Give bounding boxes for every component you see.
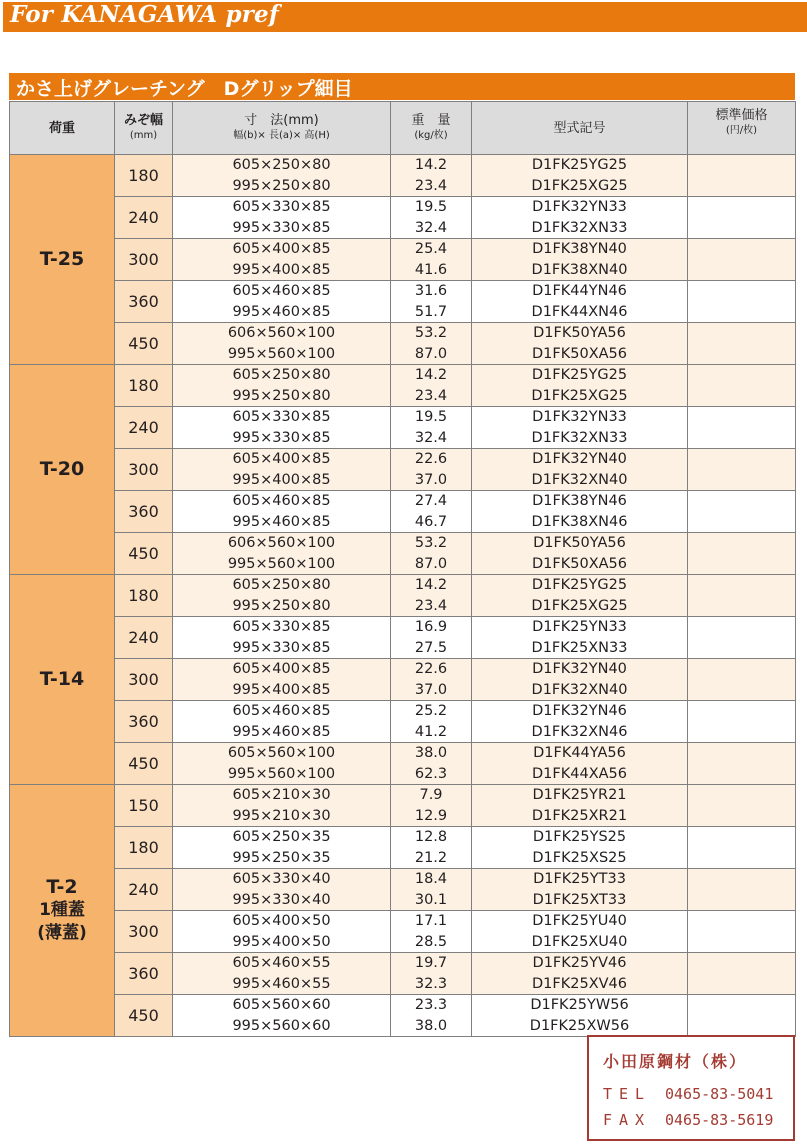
- groove-width-cell: 150: [115, 785, 173, 827]
- model-code-value: D1FK32YN33: [532, 199, 627, 215]
- groove-width-cell: 180: [115, 155, 173, 197]
- table-row: [10, 197, 796, 239]
- weight-cell: [391, 239, 472, 281]
- weight-value: 87.0: [414, 345, 448, 362]
- price-cell: [688, 869, 796, 911]
- spec-table: [9, 101, 796, 1037]
- weight-value: 23.3: [414, 997, 448, 1013]
- model-code-value: D1FK25YR21: [532, 787, 627, 803]
- dimensions-value: 995×460×85: [232, 723, 331, 740]
- weight-value: 41.6: [414, 261, 448, 278]
- model-code-value: D1FK38XN46: [531, 513, 628, 530]
- dimensions-value: 605×250×35: [232, 829, 331, 845]
- model-code-cell: [472, 911, 688, 953]
- dimensions-cell: [173, 491, 391, 533]
- groove-width-cell: 180: [115, 575, 173, 617]
- model-code-value: D1FK25YW56: [530, 997, 629, 1013]
- dimensions-value: 995×560×100: [227, 765, 336, 782]
- fax-label: FAX: [603, 1111, 652, 1129]
- weight-cell: [391, 953, 472, 995]
- price-cell: [688, 827, 796, 869]
- dimensions-value: 605×250×80: [232, 157, 331, 173]
- groove-width-cell: 450: [115, 323, 173, 365]
- load-class-cell: [10, 575, 115, 785]
- fax-number: 0465-83-5619: [665, 1111, 774, 1129]
- dimensions-value: 995×330×85: [232, 429, 331, 446]
- contact-box: [587, 1035, 795, 1141]
- table-row: [10, 911, 796, 953]
- load-class-cell: [10, 365, 115, 575]
- price-cell: [688, 911, 796, 953]
- dimensions-value: 995×330×85: [232, 639, 331, 656]
- weight-value: 38.0: [414, 1017, 448, 1034]
- weight-cell: [391, 617, 472, 659]
- dimensions-value: 605×330×85: [232, 409, 331, 425]
- weight-cell: [391, 659, 472, 701]
- banner-title: For KANAGAWA pref: [10, 1, 279, 28]
- groove-width-cell: 180: [115, 827, 173, 869]
- dimensions-value: 606×560×100: [227, 325, 336, 341]
- table-row: [10, 365, 796, 407]
- table-row: [10, 953, 796, 995]
- model-code-cell: [472, 533, 688, 575]
- table-header-row: [10, 102, 796, 155]
- price-cell: [688, 491, 796, 533]
- model-code-value: D1FK44YA56: [533, 745, 626, 761]
- model-code-value: D1FK25XW56: [529, 1017, 630, 1034]
- dimensions-value: 605×400×85: [232, 241, 331, 257]
- weight-value: 23.4: [414, 177, 448, 194]
- model-code-cell: [472, 239, 688, 281]
- load-class-label: T-20: [39, 458, 85, 480]
- model-code-value: D1FK32XN33: [531, 429, 628, 446]
- weight-value: 87.0: [414, 555, 448, 572]
- weight-value: 25.4: [414, 241, 448, 257]
- model-code-value: D1FK32YN40: [532, 451, 627, 467]
- weight-cell: [391, 281, 472, 323]
- weight-value: 12.9: [414, 807, 448, 824]
- groove-width-cell: 300: [115, 449, 173, 491]
- weight-value: 32.4: [414, 429, 448, 446]
- model-code-value: D1FK25XR21: [531, 807, 628, 824]
- weight-cell: [391, 995, 472, 1037]
- model-code-cell: [472, 197, 688, 239]
- dimensions-value: 605×250×80: [232, 367, 331, 383]
- weight-cell: [391, 827, 472, 869]
- model-code-value: D1FK32YN46: [532, 703, 627, 719]
- groove-width-cell: 300: [115, 239, 173, 281]
- weight-value: 7.9: [419, 787, 443, 803]
- load-class-label: T-14: [39, 668, 85, 690]
- load-class-note: 1種蓋: [39, 900, 85, 920]
- groove-width-cell: 300: [115, 911, 173, 953]
- weight-value: 41.2: [414, 723, 448, 740]
- tel-row: [603, 1085, 773, 1103]
- price-cell: [688, 155, 796, 197]
- weight-value: 19.5: [414, 409, 448, 425]
- model-code-cell: [472, 575, 688, 617]
- weight-value: 14.2: [414, 577, 448, 593]
- dimensions-cell: [173, 533, 391, 575]
- weight-cell: [391, 533, 472, 575]
- groove-width-cell: 360: [115, 953, 173, 995]
- model-code-value: D1FK25YG25: [531, 367, 628, 383]
- dimensions-value: 605×560×100: [227, 745, 336, 761]
- model-code-value: D1FK25XV46: [532, 975, 627, 992]
- dimensions-value: 605×460×85: [232, 283, 331, 299]
- dimensions-value: 995×400×50: [232, 933, 331, 950]
- model-code-cell: [472, 659, 688, 701]
- weight-value: 27.5: [414, 639, 448, 656]
- company-name: 小田原鋼材（株）: [603, 1052, 748, 1071]
- table-row: [10, 743, 796, 785]
- groove-width-cell: 300: [115, 659, 173, 701]
- model-code-cell: [472, 701, 688, 743]
- model-code-cell: [472, 785, 688, 827]
- header-dimensions: 寸 法(mm) 幅(b)× 長(a)× 高(H): [173, 102, 391, 155]
- model-code-value: D1FK25YG25: [531, 157, 628, 173]
- dimensions-value: 995×210×30: [232, 807, 331, 824]
- model-code-cell: [472, 827, 688, 869]
- model-code-value: D1FK25YN33: [532, 619, 627, 635]
- model-code-value: D1FK50YA56: [533, 535, 626, 551]
- price-cell: [688, 197, 796, 239]
- weight-cell: [391, 701, 472, 743]
- weight-value: 46.7: [414, 513, 448, 530]
- tel-number: 0465-83-5041: [665, 1085, 774, 1103]
- dimensions-cell: [173, 575, 391, 617]
- weight-value: 19.5: [414, 199, 448, 215]
- weight-cell: [391, 449, 472, 491]
- weight-value: 23.4: [414, 387, 448, 404]
- model-code-value: D1FK25XT33: [532, 891, 627, 908]
- groove-width-cell: 240: [115, 617, 173, 659]
- weight-value: 37.0: [414, 681, 448, 698]
- dimensions-value: 995×250×35: [232, 849, 331, 866]
- dimensions-value: 605×560×60: [232, 997, 331, 1013]
- dimensions-value: 605×330×85: [232, 199, 331, 215]
- dimensions-value: 995×250×80: [232, 387, 331, 404]
- groove-width-cell: 450: [115, 995, 173, 1037]
- price-cell: [688, 953, 796, 995]
- weight-cell: [391, 785, 472, 827]
- weight-value: 14.2: [414, 367, 448, 383]
- price-cell: [688, 407, 796, 449]
- dimensions-value: 995×460×55: [232, 975, 331, 992]
- groove-width-cell: 240: [115, 407, 173, 449]
- dimensions-cell: [173, 281, 391, 323]
- weight-value: 32.3: [414, 975, 448, 992]
- dimensions-cell: [173, 911, 391, 953]
- load-class-note: (薄蓋): [37, 923, 87, 943]
- load-class-label: T-25: [39, 248, 85, 270]
- weight-value: 12.8: [414, 829, 448, 845]
- spec-table-body: [10, 155, 796, 1037]
- model-code-cell: [472, 365, 688, 407]
- price-cell: [688, 449, 796, 491]
- weight-value: 22.6: [414, 661, 448, 677]
- tel-label: TEL: [603, 1085, 652, 1103]
- model-code-value: D1FK44YN46: [532, 283, 627, 299]
- model-code-value: D1FK32YN40: [532, 661, 627, 677]
- dimensions-value: 995×330×40: [232, 891, 331, 908]
- dimensions-cell: [173, 827, 391, 869]
- model-code-value: D1FK25XG25: [531, 387, 628, 404]
- price-cell: [688, 323, 796, 365]
- dimensions-value: 995×250×80: [232, 597, 331, 614]
- groove-width-cell: 360: [115, 701, 173, 743]
- dimensions-cell: [173, 995, 391, 1037]
- table-row: [10, 701, 796, 743]
- dimensions-value: 605×460×85: [232, 493, 331, 509]
- model-code-value: D1FK50XA56: [532, 555, 627, 572]
- dimensions-cell: [173, 239, 391, 281]
- dimensions-cell: [173, 701, 391, 743]
- load-class-cell: [10, 785, 115, 1037]
- model-code-value: D1FK38YN46: [532, 493, 627, 509]
- model-code-value: D1FK25XG25: [531, 177, 628, 194]
- dimensions-cell: [173, 365, 391, 407]
- dimensions-value: 995×400×85: [232, 681, 331, 698]
- dimensions-value: 605×460×55: [232, 955, 331, 971]
- model-code-value: D1FK38YN40: [532, 241, 627, 257]
- weight-value: 16.9: [414, 619, 448, 635]
- model-code-cell: [472, 617, 688, 659]
- model-code-cell: [472, 869, 688, 911]
- model-code-cell: [472, 155, 688, 197]
- table-row: [10, 785, 796, 827]
- model-code-value: D1FK25XS25: [532, 849, 627, 866]
- weight-cell: [391, 575, 472, 617]
- weight-value: 18.4: [414, 871, 448, 887]
- dimensions-value: 606×560×100: [227, 535, 336, 551]
- model-code-value: D1FK32XN33: [531, 219, 628, 236]
- table-row: [10, 995, 796, 1037]
- price-cell: [688, 281, 796, 323]
- model-code-value: D1FK25YT33: [533, 871, 626, 887]
- price-cell: [688, 785, 796, 827]
- dimensions-value: 995×560×100: [227, 555, 336, 572]
- weight-value: 38.0: [414, 745, 448, 761]
- price-cell: [688, 617, 796, 659]
- table-row: [10, 659, 796, 701]
- weight-value: 19.7: [414, 955, 448, 971]
- weight-cell: [391, 323, 472, 365]
- model-code-cell: [472, 953, 688, 995]
- dimensions-value: 995×560×60: [232, 1017, 331, 1034]
- dimensions-value: 995×400×85: [232, 261, 331, 278]
- model-code-value: D1FK25XN33: [531, 639, 628, 656]
- groove-width-cell: 180: [115, 365, 173, 407]
- dimensions-value: 995×330×85: [232, 219, 331, 236]
- dimensions-value: 605×330×40: [232, 871, 331, 887]
- dimensions-value: 605×210×30: [232, 787, 331, 803]
- table-row: [10, 155, 796, 197]
- price-cell: [688, 743, 796, 785]
- price-cell: [688, 575, 796, 617]
- table-row: [10, 449, 796, 491]
- weight-value: 17.1: [414, 913, 448, 929]
- dimensions-value: 605×400×85: [232, 661, 331, 677]
- header-load: 荷重: [10, 102, 115, 155]
- model-code-value: D1FK25XU40: [531, 933, 628, 950]
- weight-value: 62.3: [414, 765, 448, 782]
- table-row: [10, 407, 796, 449]
- model-code-cell: [472, 407, 688, 449]
- dimensions-cell: [173, 743, 391, 785]
- weight-cell: [391, 491, 472, 533]
- price-cell: [688, 533, 796, 575]
- weight-cell: [391, 407, 472, 449]
- model-code-value: D1FK44XN46: [531, 303, 628, 320]
- dimensions-cell: [173, 869, 391, 911]
- header-width: みぞ幅 (mm): [115, 102, 173, 155]
- weight-value: 53.2: [414, 325, 448, 341]
- model-code-cell: [472, 491, 688, 533]
- weight-cell: [391, 365, 472, 407]
- price-cell: [688, 701, 796, 743]
- model-code-value: D1FK50YA56: [533, 325, 626, 341]
- model-code-cell: [472, 449, 688, 491]
- weight-value: 23.4: [414, 597, 448, 614]
- table-row: [10, 239, 796, 281]
- price-cell: [688, 239, 796, 281]
- groove-width-cell: 450: [115, 533, 173, 575]
- model-code-value: D1FK50XA56: [532, 345, 627, 362]
- model-code-value: D1FK44XA56: [532, 765, 627, 782]
- table-row: [10, 281, 796, 323]
- table-row: [10, 617, 796, 659]
- model-code-value: D1FK38XN40: [531, 261, 628, 278]
- dimensions-cell: [173, 953, 391, 995]
- table-row: [10, 323, 796, 365]
- table-row: [10, 827, 796, 869]
- model-code-value: D1FK32XN40: [531, 471, 628, 488]
- dimensions-value: 995×460×85: [232, 303, 331, 320]
- model-code-value: D1FK32XN40: [531, 681, 628, 698]
- model-code-value: D1FK25YV46: [532, 955, 627, 971]
- model-code-value: D1FK25YU40: [532, 913, 627, 929]
- weight-value: 31.6: [414, 283, 448, 299]
- model-code-value: D1FK25YG25: [531, 577, 628, 593]
- load-class-label: T-2: [46, 876, 78, 898]
- load-class-cell: [10, 155, 115, 365]
- model-code-cell: [472, 323, 688, 365]
- header-price: 標準価格 (円/枚): [688, 102, 796, 155]
- dimensions-value: 605×250×80: [232, 577, 331, 593]
- weight-value: 22.6: [414, 451, 448, 467]
- weight-cell: [391, 869, 472, 911]
- model-code-cell: [472, 281, 688, 323]
- table-row: [10, 533, 796, 575]
- price-cell: [688, 659, 796, 701]
- dimensions-cell: [173, 197, 391, 239]
- price-cell: [688, 995, 796, 1037]
- groove-width-cell: 360: [115, 281, 173, 323]
- dimensions-cell: [173, 155, 391, 197]
- dimensions-value: 605×400×50: [232, 913, 331, 929]
- model-code-cell: [472, 995, 688, 1037]
- model-code-value: D1FK25XG25: [531, 597, 628, 614]
- dimensions-value: 605×330×85: [232, 619, 331, 635]
- header-model: 型式記号: [472, 102, 688, 155]
- dimensions-value: 605×460×85: [232, 703, 331, 719]
- dimensions-value: 605×400×85: [232, 451, 331, 467]
- section-title: かさ上げグレーチング Dグリップ細目: [16, 78, 353, 100]
- page-banner: [3, 2, 807, 32]
- price-cell: [688, 365, 796, 407]
- dimensions-cell: [173, 323, 391, 365]
- weight-value: 14.2: [414, 157, 448, 173]
- weight-value: 21.2: [414, 849, 448, 866]
- table-row: [10, 491, 796, 533]
- dimensions-cell: [173, 407, 391, 449]
- weight-cell: [391, 197, 472, 239]
- dimensions-value: 995×560×100: [227, 345, 336, 362]
- section-title-bar: [9, 73, 795, 100]
- groove-width-cell: 240: [115, 197, 173, 239]
- groove-width-cell: 450: [115, 743, 173, 785]
- dimensions-cell: [173, 617, 391, 659]
- weight-cell: [391, 911, 472, 953]
- fax-row: [603, 1111, 773, 1129]
- dimensions-value: 995×250×80: [232, 177, 331, 194]
- groove-width-cell: 360: [115, 491, 173, 533]
- model-code-cell: [472, 743, 688, 785]
- weight-cell: [391, 743, 472, 785]
- table-row: [10, 575, 796, 617]
- weight-value: 25.2: [414, 703, 448, 719]
- table-row: [10, 869, 796, 911]
- weight-value: 28.5: [414, 933, 448, 950]
- dimensions-cell: [173, 449, 391, 491]
- header-weight: 重 量 (kg/枚): [391, 102, 472, 155]
- weight-value: 37.0: [414, 471, 448, 488]
- dimensions-value: 995×400×85: [232, 471, 331, 488]
- model-code-value: D1FK32YN33: [532, 409, 627, 425]
- dimensions-value: 995×460×85: [232, 513, 331, 530]
- weight-cell: [391, 155, 472, 197]
- weight-value: 27.4: [414, 493, 448, 509]
- weight-value: 51.7: [414, 303, 448, 320]
- dimensions-cell: [173, 785, 391, 827]
- weight-value: 53.2: [414, 535, 448, 551]
- weight-value: 32.4: [414, 219, 448, 236]
- dimensions-cell: [173, 659, 391, 701]
- model-code-value: D1FK25YS25: [532, 829, 627, 845]
- model-code-value: D1FK32XN46: [531, 723, 628, 740]
- weight-value: 30.1: [414, 891, 448, 908]
- groove-width-cell: 240: [115, 869, 173, 911]
